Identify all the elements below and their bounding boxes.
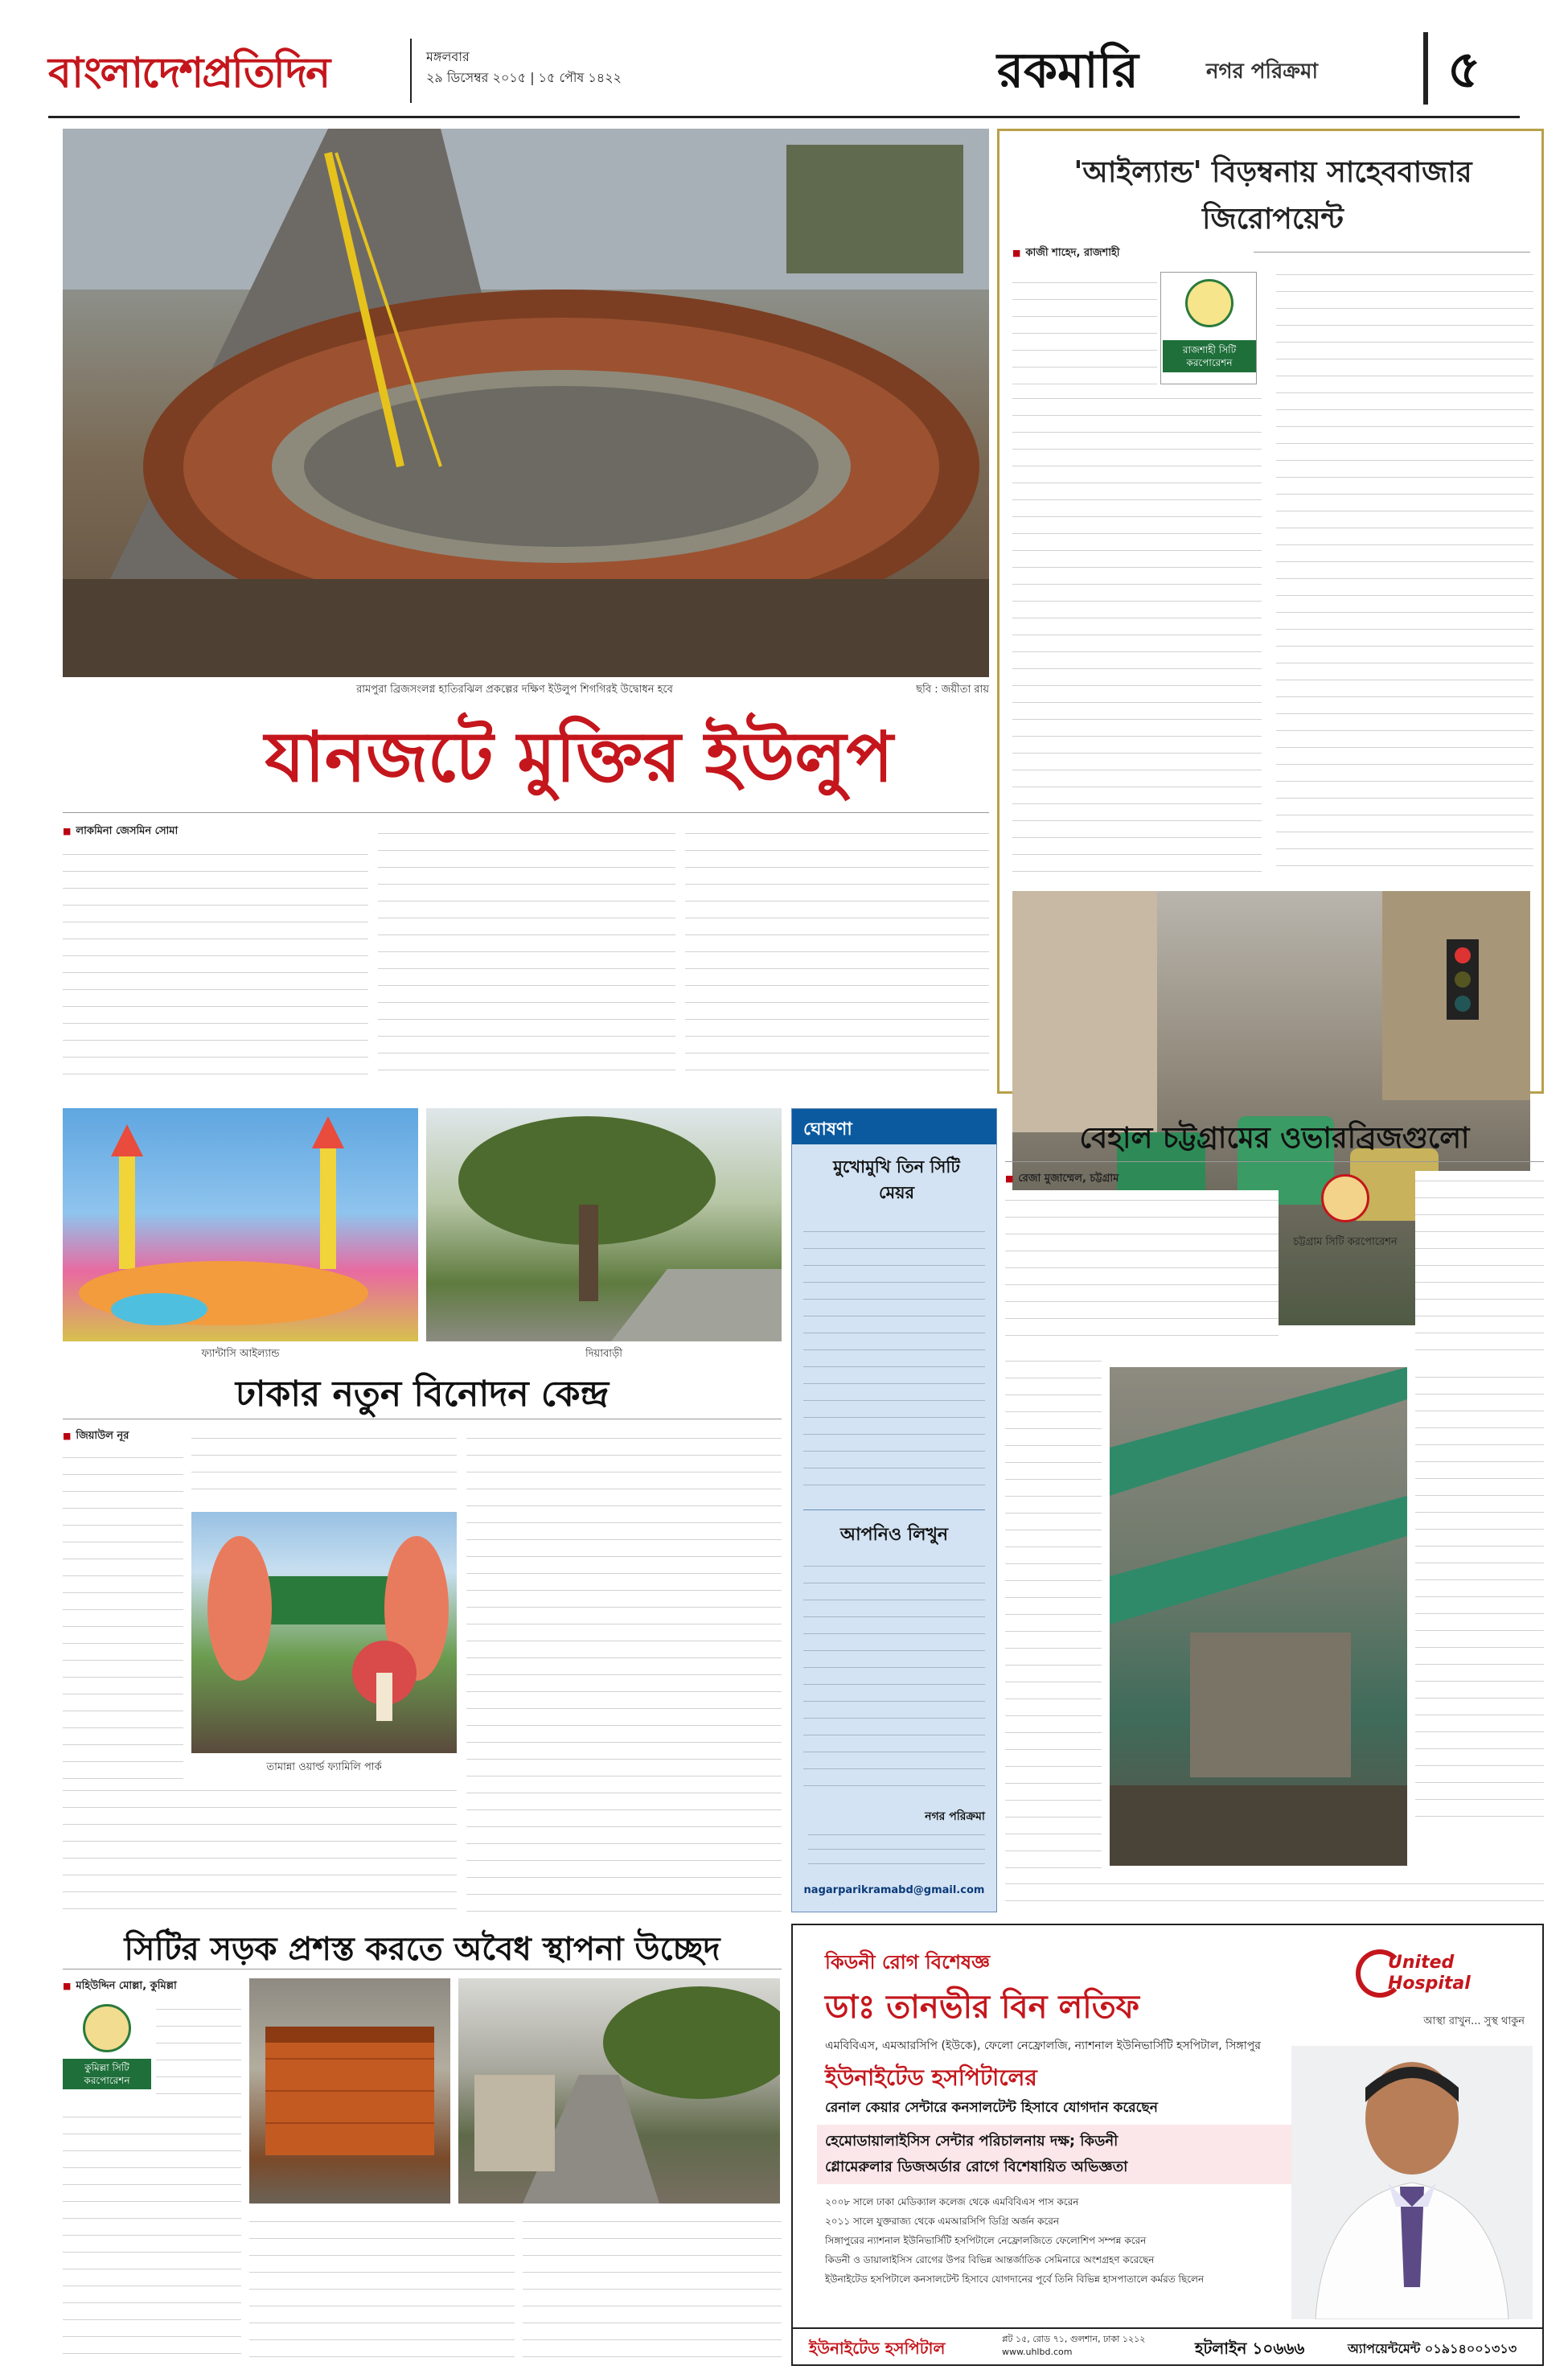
amusement-body-col3	[466, 1428, 782, 1917]
lead-body-col1	[63, 844, 368, 1086]
ctg-body-col4	[1005, 1874, 1544, 1917]
ad-bullet: ২০১১ সালে যুক্তরাজ্য থেকে এমআরসিপি ডিগ্রি অর্জন করেন	[825, 2216, 1060, 2227]
announcement-header: ঘোষণা	[792, 1109, 996, 1144]
ctg-byline: ■ রেজা মুজাম্মেল, চট্টগ্রাম	[1005, 1171, 1246, 1188]
uloop-illustration	[63, 129, 989, 677]
island-body-col1b	[1012, 388, 1262, 879]
ad-bullet: কিডনী ও ডায়ালাইসিস রোগের উপর বিভিন্ন আন্তর্জাতিক সেমিনারে অংশগ্রহণ করেছেন	[825, 2254, 1155, 2265]
ad-bullet: ২০০৮ সালে ঢাকা মেডিক্যাল কলেজ থেকে এমবিবিএস পাস করেন	[825, 2196, 1079, 2208]
uloop-photo	[63, 129, 989, 677]
island-body-col2	[1276, 265, 1533, 879]
doctor-illustration	[1291, 2046, 1533, 2319]
write-body	[803, 1556, 985, 1797]
masthead-day: মঙ্গলবার	[426, 49, 470, 64]
tamanna-caption: তামান্না ওয়ার্ল্ড ফ্যামিলি পার্ক	[266, 1761, 382, 1773]
lead-body-col3	[685, 824, 989, 1086]
write-title: আপনিও লিখুন	[839, 1525, 949, 1545]
ctg-body-col2	[1415, 1171, 1544, 1364]
ad-degrees: এমবিবিএস, এমআরসিপি (ইউকে), ফেলো নেফ্রোলজি, ন্যাশনাল ইউনিভার্সিটি হসপিটাল, সিঙ্গাপুর	[825, 2039, 1261, 2052]
announcement-body	[803, 1222, 985, 1495]
ctg-body-col3	[1415, 1367, 1544, 1817]
page-number-bar	[1423, 32, 1428, 105]
united-hospital-logo[interactable]	[1356, 1945, 1525, 2009]
announcement-title: মুখোমুখি তিন সিটি মেয়র	[833, 1157, 960, 1202]
island-logo-label: রাজশাহী সিটি করপোরেশন	[1163, 340, 1256, 372]
comilla-body-col2	[249, 2212, 515, 2364]
page-number: ৫	[1447, 40, 1481, 100]
ad-role-line: রেনাল কেয়ার সেন্টারে কনসালটেন্ট হিসাবে যোগদান করেছেন	[825, 2100, 1158, 2116]
paper-name[interactable]: বাংলাদেশপ্রতিদিন	[48, 48, 330, 97]
comilla-road-illustration	[458, 1978, 780, 2204]
united-brand-name: United Hospital	[1388, 1953, 1471, 1994]
island-body-col1	[1012, 273, 1157, 385]
ad-footer-name: ইউনাইটেড হসপিটাল	[809, 2339, 946, 2358]
section-title: রকমারি	[997, 43, 1139, 99]
ctg-body-col1	[1005, 1190, 1279, 1343]
tamanna-park-photo	[191, 1512, 457, 1753]
comilla-body-col1	[63, 2107, 241, 2364]
chittagong-emblem-icon	[1321, 1174, 1369, 1222]
lead-body-col2	[378, 824, 675, 1086]
amusement-headline: ঢাকার নতুন বিনোদন কেন্দ্র	[235, 1374, 610, 1415]
ad-bullet-list	[825, 2194, 1275, 2290]
ad-doctor-name: ডাঃ তানভীর বিন লতিফ	[825, 1988, 1139, 2026]
lead-headline: যানজটে মুক্তির ইউলুপ	[265, 717, 893, 798]
ctg-headline: বেহাল চট্টগ্রামের ওভারব্রিজগুলো	[1079, 1121, 1470, 1155]
comilla-photo-2	[458, 1978, 780, 2204]
uloop-photo-credit: ছবি : জয়ীতা রায়	[916, 684, 989, 696]
island-logo	[1160, 272, 1257, 384]
ctg-body-col1b	[1005, 1351, 1102, 1898]
ad-tagline: আস্থা রাখুন... সুস্থ থাকুন	[1423, 2015, 1525, 2027]
comilla-photo-1	[249, 1978, 450, 2204]
diabari-caption: দিয়াবাড়ী	[585, 1348, 622, 1360]
island-headline: 'আইল্যান্ড' বিড়ম্বনায় সাহেববাজার জিরোপয়েন্ট	[1073, 155, 1472, 236]
doctor-photo	[1291, 2046, 1533, 2319]
masthead-divider	[410, 39, 412, 103]
ctg-logo-label: চট্টগ্রাম সিটি করপোরেশন	[1293, 1236, 1398, 1248]
lead-byline: ■ লাকমিনা জেসমিন সোমা	[63, 824, 368, 840]
ad-specialty: কিডনী রোগ বিশেষজ্ঞ	[825, 1951, 991, 1974]
amusement-byline: ■ জিয়াউল নূর	[63, 1428, 352, 1445]
comilla-logo	[63, 2002, 151, 2099]
comilla-headline: সিটির সড়ক প্রশস্ত করতে অবৈধ স্থাপনা উচ্ছেদ	[124, 1930, 720, 1968]
diabari-photo	[426, 1108, 782, 1341]
comilla-emblem-icon	[83, 2004, 131, 2052]
subsection-title: নগর পরিক্রমা	[1206, 60, 1319, 84]
ad-expertise-2: গ্লোমেরুলার ডিজঅর্ডার রোগে বিশেষায়িত অভিজ্ঞতা	[825, 2158, 1128, 2175]
ad-expertise-box	[817, 2125, 1316, 2184]
ctg-rule	[1005, 1161, 1544, 1162]
masthead	[0, 0, 1568, 121]
diabari-illustration	[426, 1108, 782, 1341]
ctg-logo	[1285, 1171, 1406, 1292]
ad-bullet: ইউনাইটেড হসপিটালে কনসালটেন্ট হিসাবে যোগদানের পূর্বে তিনি বিভিন্ন হাসপাতালে কর্মরত ছিলেন	[825, 2273, 1205, 2285]
ad-hospital-line: ইউনাইটেড হসপিটালের	[825, 2064, 1037, 2091]
ad-hotline[interactable]: হটলাইন ১০৬৬৬	[1195, 2339, 1305, 2358]
comilla-logo-label: কুমিল্লা সিটি করপোরেশন	[63, 2059, 151, 2089]
comilla-body-col3	[523, 2212, 782, 2364]
contact-address	[808, 1826, 985, 1875]
ad-footer-address: প্লট ১৫, রোড ৭১, গুলশান, ঢাকা ১২১২	[1002, 2334, 1146, 2344]
ad-bullet: সিঙ্গাপুরের ন্যাশনাল ইউনিভার্সিটি হসপিটালে নেফ্রোলজিতে ফেলোশিপ সম্পন্ন করেন	[825, 2235, 1147, 2246]
uloop-caption: রামপুরা ব্রিজসংলগ্ন হাতিরঝিল প্রকল্পের দক্ষিণ ইউলুপ শিগগিরই উদ্বোধন হবে	[356, 684, 673, 696]
contact-email[interactable]: nagarparikramabd@gmail.com	[803, 1884, 985, 1896]
announcement-box	[791, 1108, 997, 1912]
island-byline: ■ কাজী শাহেদ, রাজশাহী	[1012, 245, 1254, 262]
ad-appointment[interactable]: অ্যাপয়েন্টমেন্ট ০১৯১৪০০১৩১৩	[1348, 2341, 1517, 2356]
contact-title: নগর পরিক্রমা	[925, 1810, 985, 1823]
hospital-ad	[791, 1924, 1544, 2366]
amusement-body-col2	[191, 1428, 457, 1505]
island-box	[997, 129, 1544, 1094]
ad-footer	[793, 2327, 1542, 2364]
overbridge-illustration	[1110, 1367, 1407, 1866]
masthead-rule	[48, 116, 1520, 118]
announcement-divider	[803, 1509, 985, 1510]
masthead-date: ২৯ ডিসেম্বর ২০১৫ | ১৫ পৌষ ১৪২২	[426, 70, 622, 85]
park-illustration	[191, 1512, 457, 1753]
amusement-body-col1c	[63, 1780, 457, 1917]
rajshahi-emblem-icon	[1185, 279, 1233, 327]
overbridge-photo	[1110, 1367, 1407, 1866]
ad-footer-web[interactable]: www.uhlbd.com	[1002, 2347, 1073, 2357]
comilla-byline: ■ মহিউদ্দিন মোল্লা, কুমিল্লা	[63, 1978, 240, 1995]
fantasy-illustration	[63, 1108, 418, 1341]
comilla-shop-illustration	[249, 1978, 450, 2204]
fantasy-island-photo	[63, 1108, 418, 1341]
lead-rule	[63, 812, 989, 813]
ad-expertise-1: হেমোডায়ালাইসিস সেন্টার পরিচালনায় দক্ষ; কিডনী	[825, 2133, 1119, 2150]
comilla-body-col1a	[156, 1999, 241, 2104]
fantasy-caption: ফ্যান্টাসি আইল্যান্ড	[201, 1348, 280, 1360]
